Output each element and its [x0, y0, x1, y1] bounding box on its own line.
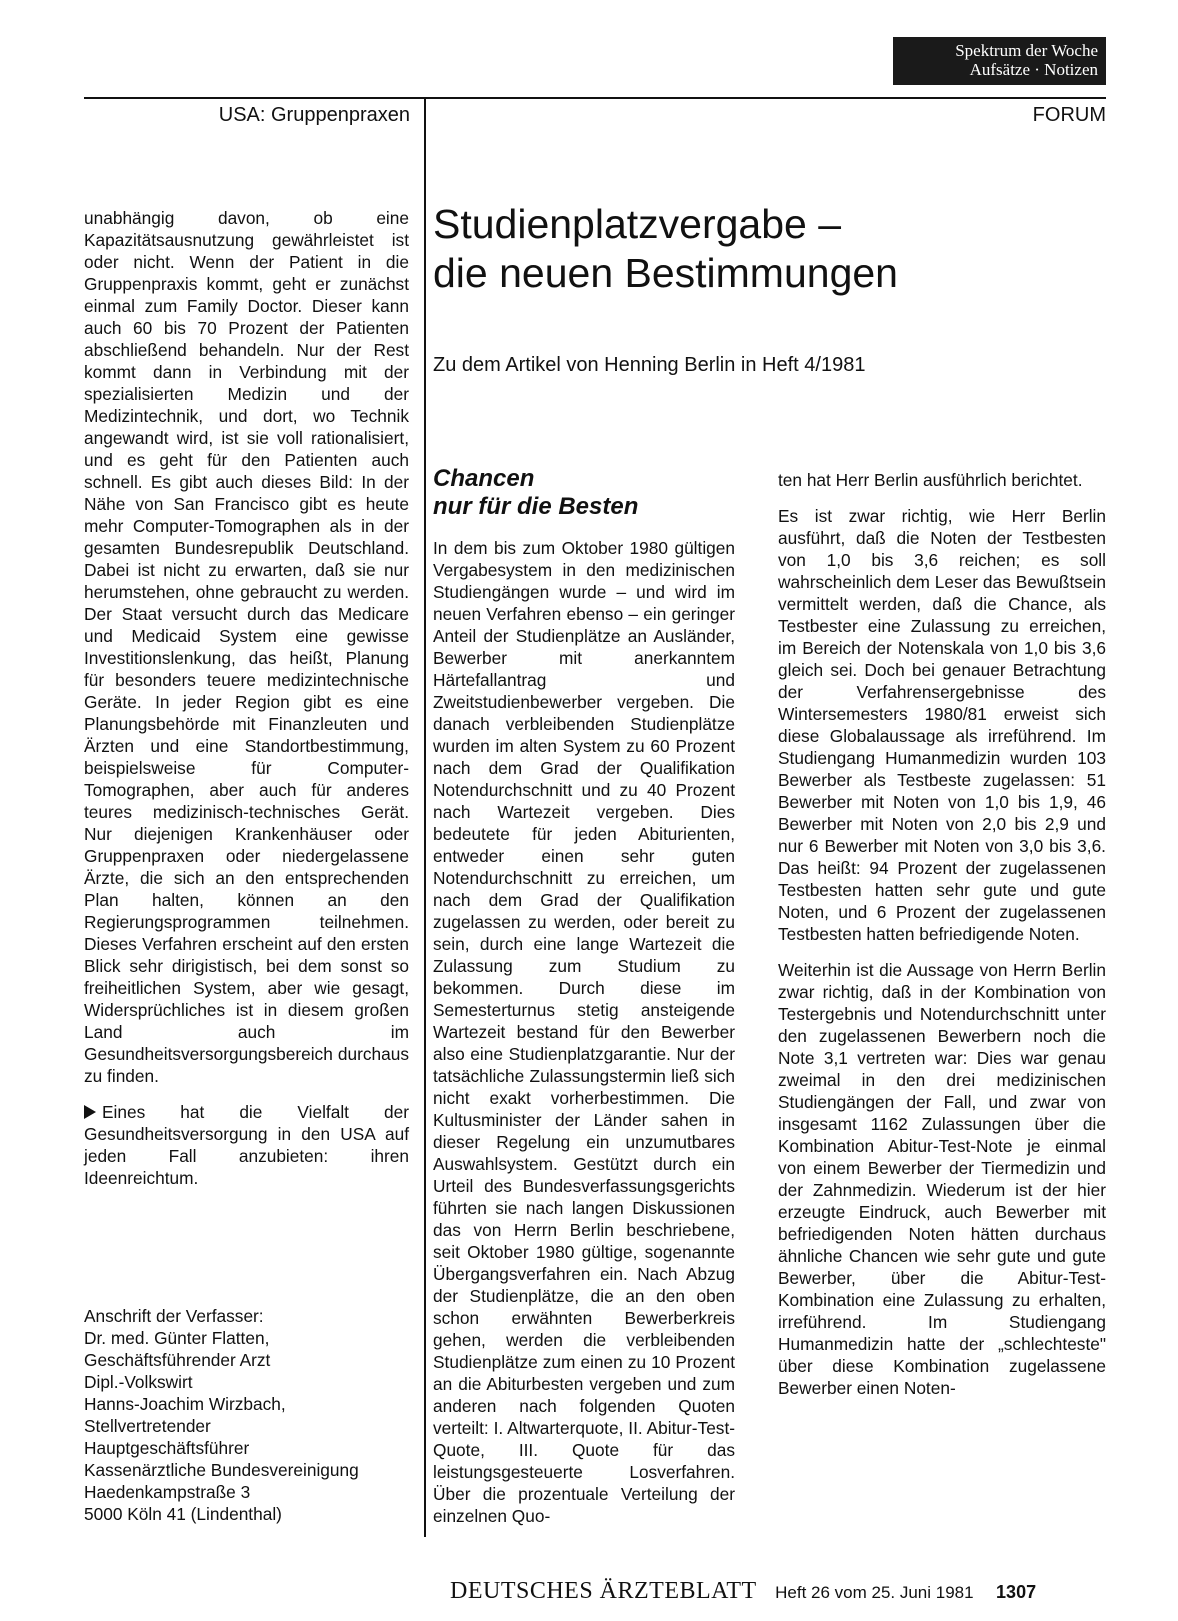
middle-column — [433, 537, 735, 1541]
address-line: Geschäftsführender Arzt — [84, 1350, 271, 1370]
triangle-arrow-icon — [84, 1105, 96, 1119]
kicker-line-1: Chancen — [433, 465, 535, 492]
author-address — [84, 1305, 414, 1525]
kicker-line-2: nur für die Besten — [433, 493, 639, 520]
right-paragraph-1: ten hat Herr Berlin ausführlich berichtet. — [778, 470, 1083, 490]
page-number: 1307 — [996, 1582, 1037, 1602]
address-line: Hauptgeschäftsführer — [84, 1438, 250, 1458]
address-line: Dr. med. Günter Flatten, — [84, 1328, 270, 1348]
left-column — [84, 207, 409, 1203]
page-footer — [450, 1578, 1106, 1605]
issue-info: Heft 26 vom 25. Juni 1981 — [775, 1583, 974, 1602]
left-paragraph-2-text: Eines hat die Vielfalt der Gesundheitsversorgung in den USA auf jeden Fall anzubieten: ihren Ideenreichtum. — [84, 1102, 409, 1188]
section-label-left: USA: Gruppenpraxen — [218, 104, 410, 126]
address-line: Hanns-Joachim Wirzbach, — [84, 1394, 286, 1414]
section-badge — [893, 37, 1106, 85]
top-rule — [84, 97, 1106, 99]
section-kicker — [433, 465, 733, 521]
badge-line-2: Aufsätze · Notizen — [969, 60, 1098, 79]
address-line: Stellvertretender — [84, 1416, 211, 1436]
section-label-right: FORUM — [1032, 104, 1106, 126]
badge-line-1: Spektrum der Woche — [955, 41, 1098, 60]
journal-name: DEUTSCHES ÄRZTEBLATT — [450, 1578, 757, 1604]
article-subhead: Zu dem Artikel von Henning Berlin in Heft 4/1981 — [433, 354, 866, 376]
address-line: Haedenkampstraße 3 — [84, 1482, 251, 1502]
right-paragraph-2: Es ist zwar richtig, wie Herr Berlin ausführt, daß die Noten der Testbesten von 1,0 bis 3,6 reichen; es soll wahrscheinlich dem Leser das Bewußtsein vermittelt werden, daß die Chance, als Testbester eine Zulassung zu erreichen, im Bereich der Notenskala von 1,0 bis 3,6 gleich sei. Doch bei genauer Betrachtung der Verfahrensergebnisse des Wintersemesters 1980/81 erweist sich diese Globalaussage als irreführend. Im Studiengang Humanmedizin wurden 103 Bewerber als Testbeste zugelassen: 51 Bewerber mit Noten von 1,0 bis 1,9, 46 Bewerber mit Noten von 2,0 bis 2,9 und nur 6 Bewerber mit Noten von 3,0 bis 3,6. Das heißt: 94 Prozent der zugelassenen Testbesten hatten sehr gute und gute Noten, und 6 Prozent der zugelassenen Testbesten hatten befriedigende Noten. — [778, 506, 1106, 944]
column-divider — [424, 97, 426, 1537]
address-line: 5000 Köln 41 (Lindenthal) — [84, 1504, 282, 1524]
address-line: Anschrift der Verfasser: — [84, 1306, 264, 1326]
article-headline — [433, 200, 1093, 298]
address-line: Dipl.-Volkswirt — [84, 1372, 193, 1392]
right-column — [778, 469, 1106, 1413]
left-paragraph-1: unabhängig davon, ob eine Kapazitätsausnutzung gewährleistet ist oder nicht. Wenn der Patient in die Gruppenpraxis kommt, geht er zunächst einmal zum Family Doctor. Dieser kann auch 60 bis 70 Prozent der Patienten abschließend behandeln. Nur der Rest kommt dann in Verbindung mit der spezialisierten Medizin und der Medizintechnik, und dort, wo Technik angewandt wird, ist sie voll rationalisiert, und es geht für den Patienten auch schnell. Es gibt auch dieses Bild: In der Nähe von San Francisco gibt es heute mehr Computer-Tomographen als in der gesamten Bundesrepublik Deutschland. Dabei ist nicht zu erwarten, daß sie nur herumstehen, ohne gebraucht zu werden. Der Staat versucht durch das Medicare und Medicaid System eine gewisse Investitionslenkung, das heißt, Planung für besonders teuere medizintechnische Geräte. In jeder Region gibt es eine Planungsbehörde mit Finanzleuten und Ärzten und eine Standortbestimmung, beispielsweise für Computer-Tomographen, aber auch für anderes teures medizinisch-technisches Gerät. Nur diejenigen Krankenhäuser oder Gruppenpraxen oder niedergelassene Ärzte, die sich an den entsprechenden Plan halten, können an den Regierungsprogrammen teilnehmen. Dieses Verfahren erscheint auf den ersten Blick sehr dirigistisch, bei dem sonst so freiheitlichen System, aber wie gesagt, Widersprüchliches ist in diesem großen Land auch im Gesundheitsversorgungsbereich durchaus zu finden. — [84, 208, 409, 1086]
address-line: Kassenärztliche Bundesvereinigung — [84, 1460, 359, 1480]
middle-paragraph-1: In dem bis zum Oktober 1980 gültigen Vergabesystem in den medizinischen Studiengängen wurde – und wird im neuen Verfahren ebenso – ein geringer Anteil der Studienplätze an Ausländer, Bewerber mit anerkanntem Härtefallantrag und Zweitstudienbewerber vergeben. Die danach verbleibenden Studienplätze wurden im alten System zu 60 Prozent nach dem Grad der Qualifikation Notendurchschnitt und zu 40 Prozent nach Wartezeit vergeben. Dies bedeutete für jeden Abiturienten, entweder einen sehr guten Notendurchschnitt zu erreichen, um nach dem Grad der Qualifikation zugelassen zu werden, oder bereit zu sein, durch eine lange Wartezeit die Zulassung zum Studium zu bekommen. Durch diese im Semesterturnus stetig ansteigende Wartezeit bestand für den Bewerber also eine Studienplatzgarantie. Nur der tatsächliche Zulassungstermin ließ sich nicht exakt vorherbestimmen. Die Kultusminister der Länder sahen in dieser Regelung ein unzumutbares Auswahlsystem. Gestützt durch ein Urteil des Bundesverfassungsgerichts führten sie nach langen Diskussionen das von Herrn Berlin beschriebene, seit Oktober 1980 gültige, sogenannte Übergangsverfahren ein. Nach Abzug der Studienplätze, die an den oben schon erwähnten Bewerberkreis gehen, werden die verbleibenden Studienplätze zum einen zu 10 Prozent an die Abiturbesten vergeben und zum anderen nach folgenden Quoten verteilt: I. Altwarterquote, II. Abitur-Test-Quote, III. Quote für das leistungsgesteuerte Losverfahren. Über die prozentuale Verteilung der einzelnen Quo- — [433, 538, 735, 1526]
headline-line-2: die neuen Bestimmungen — [433, 250, 898, 296]
right-paragraph-3: Weiterhin ist die Aussage von Herrn Berlin zwar richtig, daß in der Kombination von Testergebnis und Notendurchschnitt unter den zugelassenen Bewerbern noch die Note 3,1 vertreten war: Dies war genau zweimal in den drei medizinischen Studiengängen der Fall, und zwar von insgesamt 1162 Zulassungen über die Kombination Abitur-Test-Note je einmal von einem Bewerber der Tiermedizin und der Zahnmedizin. Wiederum ist der hier erzeugte Eindruck, auch Bewerber mit befriedigenden Noten hätten durchaus ähnliche Chancen wie sehr gute und gute Bewerber, über die Abitur-Test-Kombination eine Zulassung zu erhalten, irreführend. Im Studiengang Humanmedizin hatte der „schlechteste" über diese Kombination zugelassene Bewerber einen Noten- — [778, 960, 1106, 1398]
left-paragraph-2 — [84, 1101, 409, 1189]
headline-line-1: Studienplatzvergabe – — [433, 201, 842, 247]
